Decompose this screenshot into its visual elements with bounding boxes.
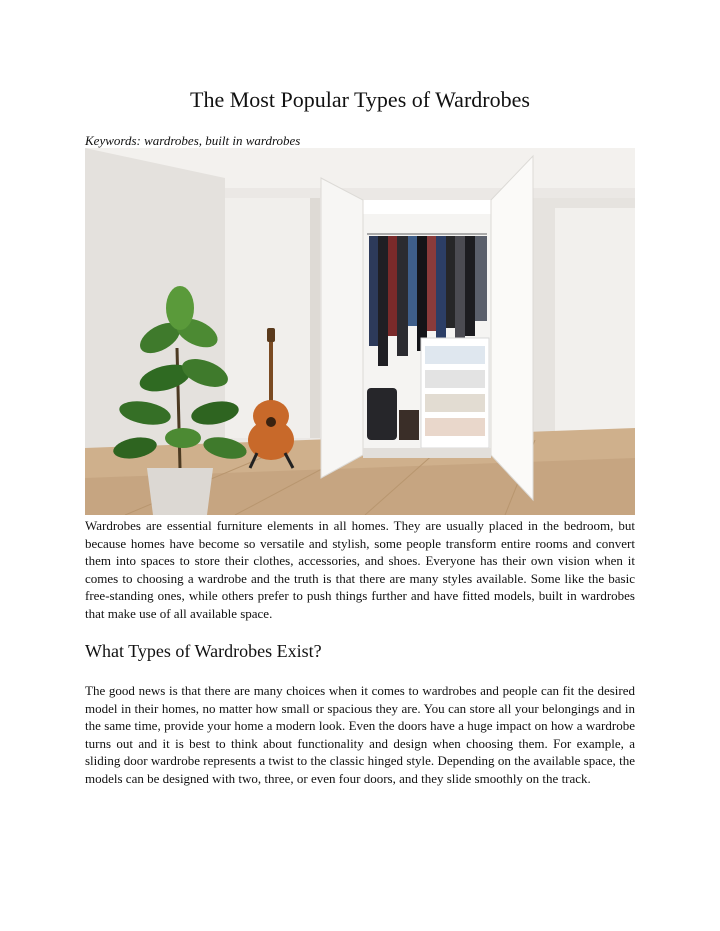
- keywords-line: Keywords: wardrobes, built in wardrobes: [85, 133, 301, 148]
- section-paragraph: The good news is that there are many choices when it comes to wardrobes and people can fit the desired model in their homes, no matter how small or spacious they are. You can store all your belongings and in the same time, provide your home a modern look. Even the doors have a huge impact on how a wardrobe turns out and it is best to think about functionality and design when choosing them. For example, a sliding door wardrobe represents a twist to the classic hinged style. Depending on the available space, the models can be designed with two, three, or even four doors, and they slide smoothly on the track.: [85, 683, 635, 786]
- page-title: The Most Popular Types of Wardrobes: [190, 87, 530, 112]
- wardrobe-photo: [85, 148, 635, 515]
- section-heading: What Types of Wardrobes Exist?: [85, 641, 322, 661]
- intro-paragraph: Wardrobes are essential furniture elements in all homes. They are usually placed in the bedroom, but because homes have become so versatile and stylish, some people transform entire rooms and convert them into spaces to store their clothes, accessories, and shoes. Everyone has their own vision when it comes to choosing a wardrobe and the truth is that there are many styles available. Some like the basic free-standing ones, while others prefer to push things further and have fitted models, built in wardrobes that make use of all available space.: [85, 518, 635, 621]
